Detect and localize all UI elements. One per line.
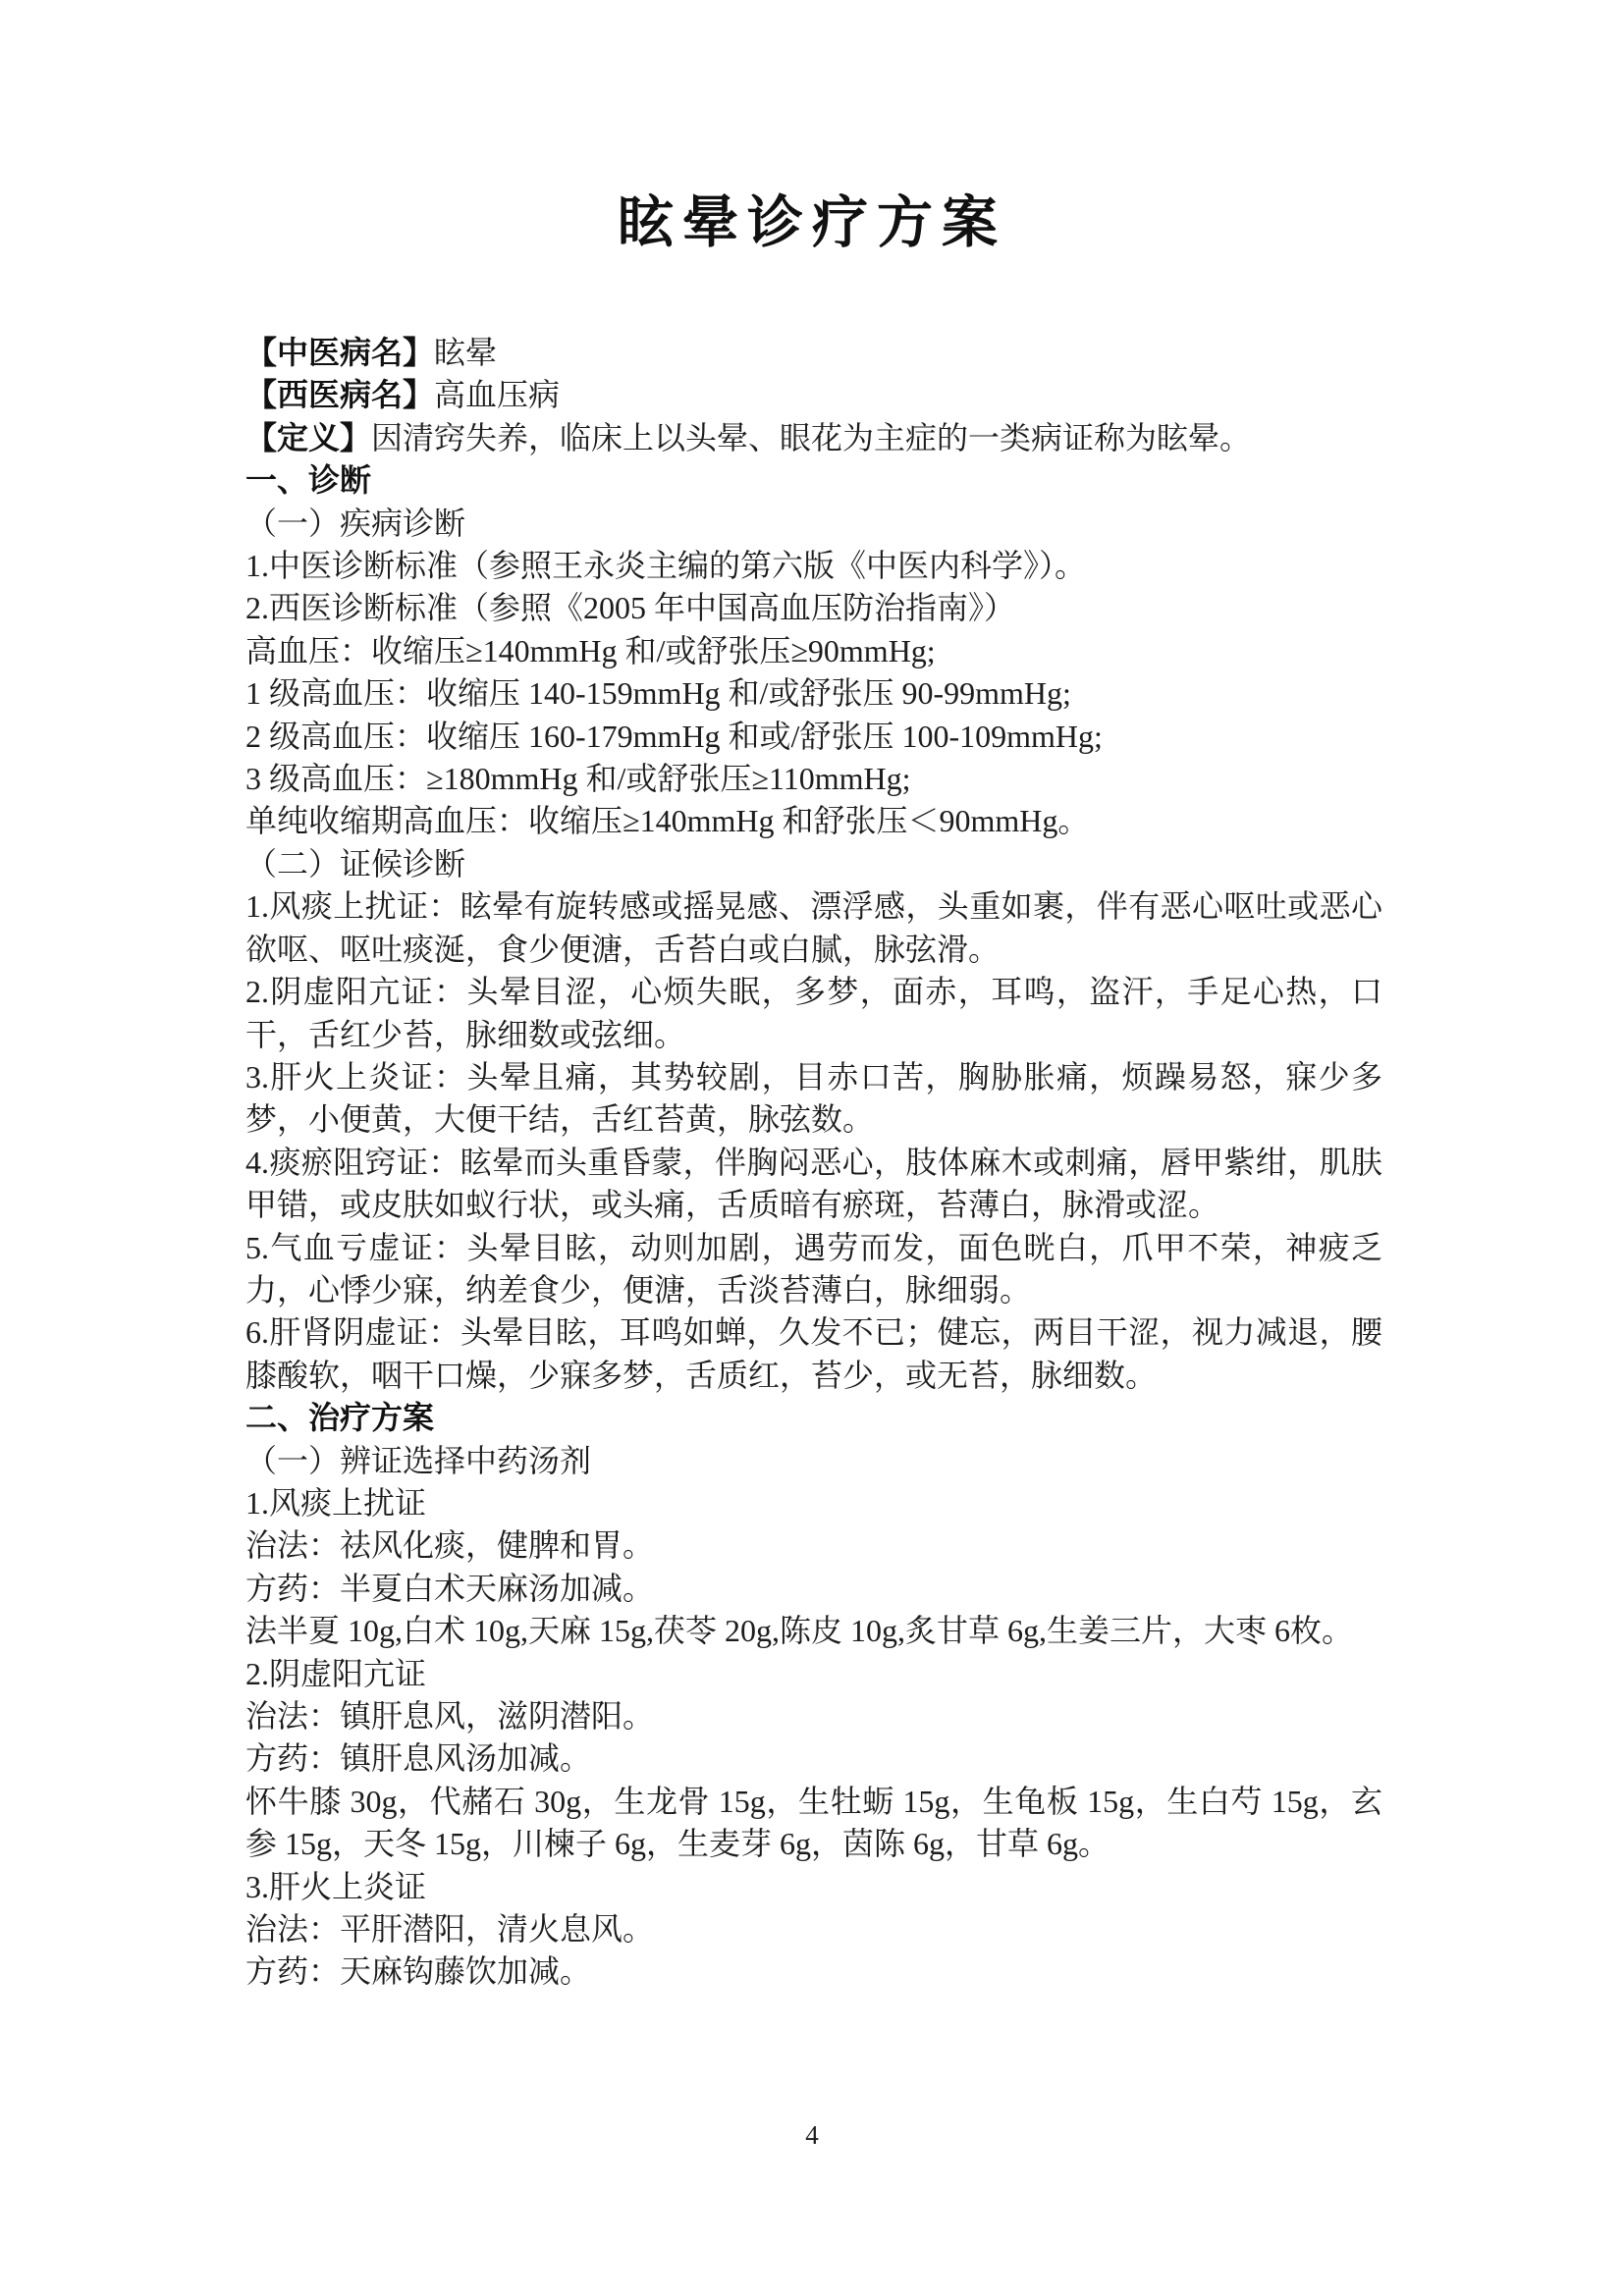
field-label: 【中医病名】 <box>245 335 435 370</box>
paragraph: （一）疾病诊断 <box>245 505 466 541</box>
paragraph: 怀牛膝 30g，代赭石 30g，生龙骨 15g，生牡蛎 15g，生龟板 15g，生白芍 15g，玄参 15g，天冬 15g，川楝子 6g，生麦芽 6g，茵陈 6g，甘草 6g。 <box>245 1783 1382 1862</box>
field-label: 【西医病名】 <box>245 377 435 413</box>
paragraph: 6.肝肾阴虚证：头晕目眩，耳鸣如蝉，久发不已；健忘，两目干涩，视力减退，腰膝酸软，咽干口燥，少寐多梦，舌质红，苔少，或无苔，脉细数。 <box>245 1314 1382 1393</box>
paragraph: 1.中医诊断标准（参照王永炎主编的第六版《中医内科学》）。 <box>245 548 1087 584</box>
document-title: 眩晕诊疗方案 <box>618 191 1006 254</box>
paragraph: 法半夏 10g,白术 10g,天麻 15g,茯苓 20g,陈皮 10g,炙甘草 6g,生姜三片，大枣 6枚。 <box>245 1613 1354 1649</box>
paragraph: （一）辨证选择中药汤剂 <box>245 1442 592 1478</box>
field-value: 因清窍失养，临床上以头晕、眼花为主症的一类病证称为眩晕。 <box>371 419 1252 455</box>
paragraph: 2.西医诊断标准（参照《2005 年中国高血压防治指南》） <box>245 590 1016 626</box>
paragraph: 治法：镇肝息风，滋阴潜阳。 <box>245 1698 655 1734</box>
paragraph: 方药：半夏白术天麻汤加减。 <box>245 1570 655 1606</box>
paragraph: 2 级高血压：收缩压 160-179mmHg 和或/舒张压 100-109mmHg; <box>245 718 1103 754</box>
paragraph: 5.气血亏虚证：头晕目眩，动则加剧，遇劳而发，面色晄白，爪甲不荣，神疲乏力，心悸少寐，纳差食少，便溏，舌淡苔薄白，脉细弱。 <box>245 1229 1382 1308</box>
paragraph: 3.肝火上炎证 <box>245 1868 427 1904</box>
paragraph: 3 级高血压：≥180mmHg 和/或舒张压≥110mmHg; <box>245 761 911 797</box>
field-value: 眩晕 <box>434 335 498 370</box>
paragraph: 4.痰瘀阻窍证：眩晕而头重昏蒙，伴胸闷恶心，肢体麻木或刺痛，唇甲紫绀，肌肤甲错，或皮肤如蚁行状，或头痛，舌质暗有瘀斑，苔薄白，脉滑或涩。 <box>245 1144 1382 1223</box>
paragraph <box>245 332 1382 374</box>
field-value: 高血压病 <box>434 377 561 413</box>
paragraph <box>245 374 1382 416</box>
document-body <box>245 332 1382 1994</box>
paragraph <box>245 417 1382 459</box>
section-heading: 二、治疗方案 <box>245 1400 435 1436</box>
page-footer <box>0 2120 1624 2151</box>
paragraph: 治法：祛风化痰，健脾和胃。 <box>245 1527 655 1564</box>
paragraph: 单纯收缩期高血压：收缩压≥140mmHg 和舒张压＜90mmHg。 <box>245 803 1090 839</box>
paragraph: 方药：镇肝息风汤加减。 <box>245 1740 592 1777</box>
paragraph: 1.风痰上扰证 <box>245 1484 427 1521</box>
paragraph: （二）证候诊断 <box>245 845 466 881</box>
paragraph: 方药：天麻钩藤饮加减。 <box>245 1953 592 1990</box>
paragraph: 2.阴虚阳亢证 <box>245 1655 427 1691</box>
page-number: 4 <box>805 2120 819 2150</box>
paragraph: 1.风痰上扰证：眩晕有旋转感或摇晃感、漂浮感，头重如裹，伴有恶心呕吐或恶心欲呕、呕吐痰涎，食少便溏，舌苔白或白腻，脉弦滑。 <box>245 888 1382 967</box>
field-label: 【定义】 <box>245 419 372 455</box>
paragraph: 1 级高血压：收缩压 140-159mmHg 和/或舒张压 90-99mmHg; <box>245 675 1071 712</box>
section-heading: 一、诊断 <box>245 462 372 499</box>
paragraph: 3.肝火上炎证：头晕且痛，其势较剧，目赤口苦，胸胁胀痛，烦躁易怒，寐少多梦，小便黄，大便干结，舌红苔黄，脉弦数。 <box>245 1058 1382 1138</box>
paragraph: 2.阴虚阳亢证：头晕目涩，心烦失眠，多梦，面赤，耳鸣，盗汗，手足心热，口干，舌红少苔，脉细数或弦细。 <box>245 974 1382 1052</box>
paragraph: 治法：平肝潜阳，清火息风。 <box>245 1911 655 1948</box>
paragraph: 高血压：收缩压≥140mmHg 和/或舒张压≥90mmHg; <box>245 632 936 668</box>
